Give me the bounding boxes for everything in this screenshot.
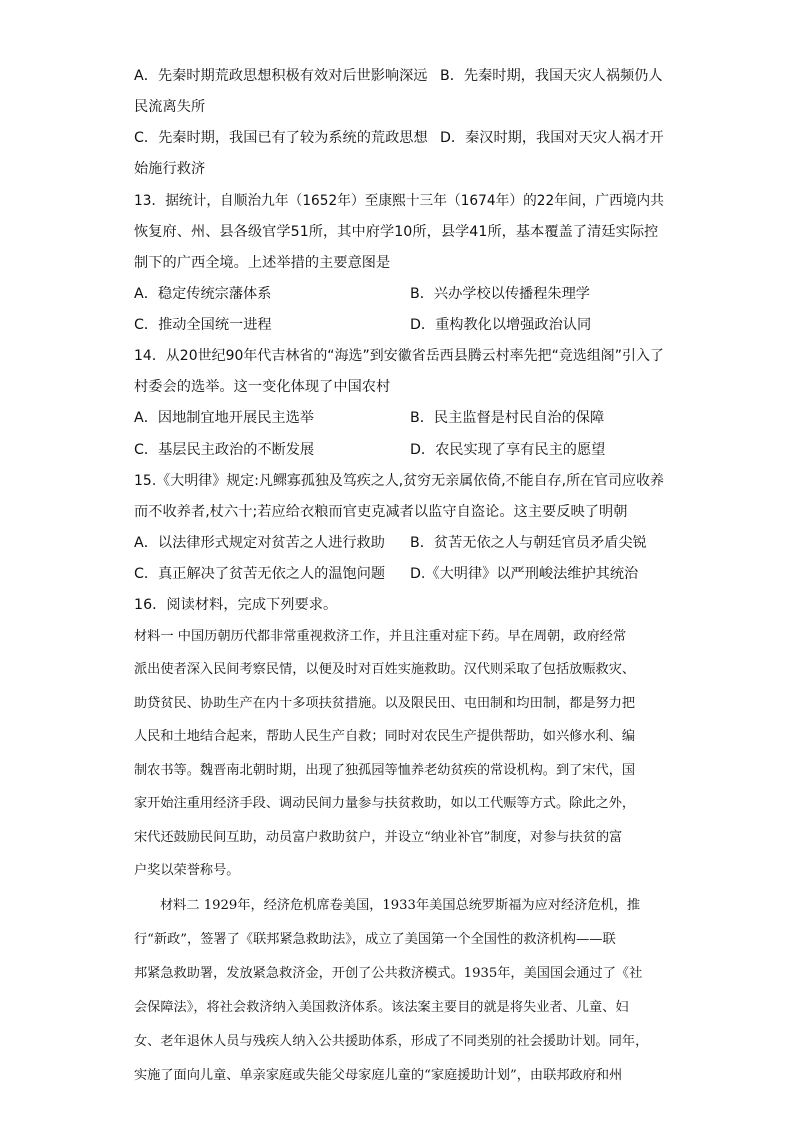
q13-option-c: C．推动全国统一进程 [134, 317, 272, 333]
q13-option-b: B．兴办学校以传播程朱理学 [410, 286, 590, 302]
q15-option-c: C．真正解决了贫苦无依之人的温饱问题 [134, 566, 386, 582]
material-1-line-1: 材料一 中国历朝历代都非常重视救济工作，并且注重对症下药。早在周朝，政府经常 [134, 629, 627, 644]
q12-option-d-continued: 始施行救济 [134, 161, 206, 177]
q13-stem-line-3: 制下的广西全境。上述举措的主要意图是 [134, 255, 391, 271]
q13-option-d: D．重构教化以增强政治认同 [410, 317, 592, 333]
q14-option-row-1 [134, 408, 664, 428]
q15-option-row-1 [134, 533, 664, 553]
material-2-line-2: 行“新政”，签署了《联邦紧急救助法》，成立了美国第一个全国性的救济机构——联 [134, 932, 616, 947]
q13-option-row-1 [134, 284, 664, 304]
q12-option-row-2 [134, 128, 664, 148]
q12-option-b-continued: 民流离失所 [134, 99, 206, 115]
q15-option-a: A．以法律形式规定对贫苦之人进行救助 [134, 535, 385, 551]
q13-stem-line-1: 13．据统计，自顺治九年（1652年）至康熙十三年（1674年）的22年间，广西境内共 [134, 193, 664, 209]
q14-stem-line-1: 14．从20世纪90年代吉林省的“海选”到安徽省岳西县腾云村率先把“竞选组阁”引入了 [134, 348, 665, 364]
material-1-line-6: 家开始注重用经济手段、调动民间力量参与扶贫救助，如以工代赈等方式。除此之外， [134, 796, 636, 811]
material-2-line-3: 邦紧急救助署，发放紧急救济金，开创了公共救济模式。1935年，美国国会通过了《社 [134, 966, 643, 981]
material-2-line-1: 材料二 1929年，经济危机席卷美国，1933年美国总统罗斯福为应对经济危机，推 [160, 898, 641, 913]
q14-stem-line-2: 村委会的选举。这一变化体现了中国农村 [134, 379, 391, 395]
q15-option-b: B．贫苦无依之人与朝廷官员矛盾尖锐 [410, 535, 647, 551]
q16-title: 16．阅读材料，完成下列要求。 [134, 597, 338, 613]
q15-stem-line-1: 15.《大明律》规定:凡鳏寡孤独及笃疾之人,贫穷无亲属依倚,不能自存,所在官司应收养 [134, 473, 664, 489]
q15-option-d: D.《大明律》以严刑峻法维护其统治 [410, 566, 639, 582]
q12-option-b: B．先秦时期，我国天灾人祸频仍人 [440, 68, 663, 84]
material-1-line-7: 宋代还鼓励民间互助，动员富户救助贫户，并设立“纳业补官”制度，对参与扶贫的富 [134, 830, 623, 845]
q14-option-b: B．民主监督是村民自治的保障 [410, 410, 605, 426]
material-1-line-2: 派出使者深入民间考察民情，以便及时对百姓实施救助。汉代则采取了包括放赈救灾、 [134, 662, 636, 677]
q14-option-a: A．因地制宜地开展民主选举 [134, 410, 314, 426]
q13-option-a: A．稳定传统宗藩体系 [134, 286, 272, 302]
q13-option-row-2 [134, 315, 664, 335]
q12-option-d: D．秦汉时期，我国对天灾人祸才开 [440, 130, 664, 146]
material-1-line-8: 户奖以荣誉称号。 [134, 863, 240, 878]
material-2-line-5: 女、老年退休人员与残疾人纳入公共援助体系，形成了不同类别的社会援助计划。同年， [134, 1034, 649, 1049]
q14-option-row-2 [134, 440, 664, 460]
material-1-line-4: 人民和土地结合起来，帮助人民生产自救；同时对农民生产提供帮助，如兴修水利、编 [134, 729, 636, 744]
material-2-line-4: 会保障法》，将社会救济纳入美国救济体系。该法案主要目的就是将失业者、儿童、妇 [134, 1000, 629, 1015]
material-1-line-3: 助贷贫民、协助生产在内十多项扶贫措施。以及限民田、屯田制和均田制，都是努力把 [134, 696, 636, 711]
material-2-line-6: 实施了面向儿童、单亲家庭或失能父母家庭儿童的“家庭援助计划”，由联邦政府和州 [134, 1068, 623, 1083]
material-1-line-5: 制农书等。魏晋南北朝时期，出现了独孤园等恤养老幼贫疾的常设机构。到了宋代，国 [134, 763, 636, 778]
q12-option-c: C．先秦时期，我国已有了较为系统的荒政思想 [134, 130, 428, 146]
q14-option-d: D．农民实现了享有民主的愿望 [410, 442, 606, 458]
q12-option-a: A．先秦时期荒政思想积极有效对后世影响深远 [134, 68, 428, 84]
q15-stem-line-2: 而不收养者,杖六十;若应给衣粮而官吏克减者以监守自盗论。这主要反映了明朝 [134, 504, 628, 520]
q13-stem-line-2: 恢复府、州、县各级官学51所，其中府学10所，县学41所，基本覆盖了清廷实际控 [134, 224, 659, 240]
q15-option-row-2 [134, 564, 664, 584]
q12-option-row-1 [134, 66, 664, 86]
q14-option-c: C．基层民主政治的不断发展 [134, 442, 315, 458]
